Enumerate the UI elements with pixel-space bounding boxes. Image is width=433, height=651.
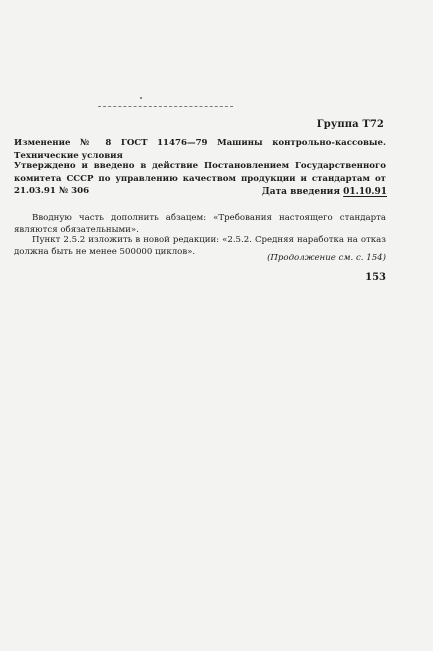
continuation-note: (Продолжение см. с. 154) bbox=[267, 253, 386, 263]
header-rule bbox=[98, 106, 233, 107]
paragraph-text: Пункт 2.5.2 изложить в новой редакции: «2.5.2. Средняя наработка на отказ должна быть не менее 500000 циклов». bbox=[14, 235, 386, 258]
group-label: Группа Т72 bbox=[316, 119, 384, 130]
effective-date-line bbox=[262, 187, 387, 197]
effective-date-value: 01.10.91 bbox=[343, 187, 387, 197]
paragraph-text: Вводную часть дополнить абзацем: «Требования настоящего стандарта являются обязательными». bbox=[14, 213, 386, 236]
change-title: Изменение № 8 ГОСТ 11476—79 Машины контрольно-кассовые. Технические условия bbox=[14, 138, 386, 161]
effective-date-label: Дата введения bbox=[261, 187, 341, 197]
scan-mark bbox=[140, 97, 142, 99]
approval-statement: Утверждено и введено в действие Постановлением Государственного комитета СССР по управлению качеством продукции и стандартам от 21.03.91 № 306 bbox=[14, 161, 386, 196]
page-number: 153 bbox=[365, 272, 386, 283]
